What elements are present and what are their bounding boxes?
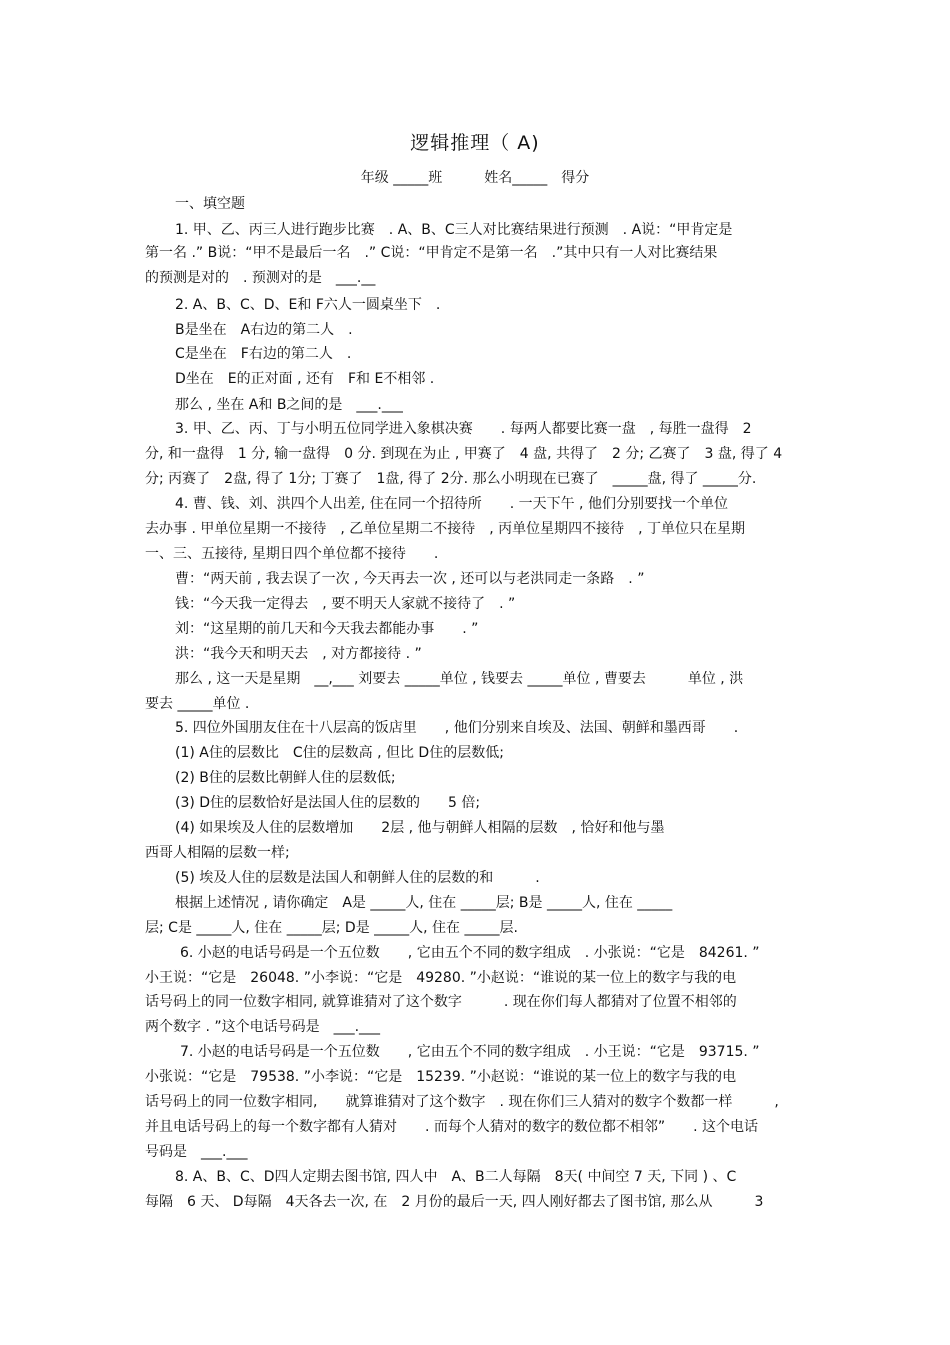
text-line: 西哥人相隔的层数一样;: [145, 845, 290, 861]
header-line: 年级 _____班 姓名_____ 得分: [360, 170, 590, 186]
text-line: 两个数字 . ”这个电话号码是 ___.___: [145, 1019, 381, 1035]
text-line: (3) D住的层数恰好是法国人住的层数的 5 倍;: [175, 795, 481, 811]
text-line: 4. 曹、钱、刘、洪四个人出差, 住在同一个招待所 . 一天下午 , 他们分别要找一个单位: [175, 496, 728, 512]
text-line: (1) A住的层数比 C住的层数高 , 但比 D住的层数低;: [175, 745, 504, 761]
text-line: 的预测是对的 . 预测对的是 ___.__: [145, 270, 376, 286]
text-line: 钱：“今天我一定得去 , 要不明天人家就不接待了 . ”: [175, 596, 516, 612]
text-line: 那么 , 这一天是星期 __,___ 刘要去 _____单位 , 钱要去 _____单位 , 曹要去 单位 , 洪: [175, 671, 744, 687]
text-line: 1. 甲、乙、丙三人进行跑步比赛 . A、B、C三人对比赛结果进行预测 . A说：“甲肯定是: [175, 222, 733, 238]
text-line: 要去 _____单位 .: [145, 696, 250, 712]
text-line: 号码是 ___.___: [145, 1144, 248, 1160]
text-line: 第一名 .” B说：“甲不是最后一名 .” C说：“甲肯定不是第一名 .”其中只有一人对比赛结果: [145, 245, 718, 261]
section-heading: 一、填空题: [175, 196, 245, 212]
text-line: 2. A、B、C、D、E和 F六人一圆桌坐下 .: [175, 297, 441, 313]
text-line: 5. 四位外国朋友住在十八层高的饭店里 , 他们分别来自埃及、法国、朝鲜和墨西哥 .: [175, 720, 739, 736]
text-line: 6. 小赵的电话号码是一个五位数 , 它由五个不同的数字组成 . 小张说：“它是 84261. ”: [180, 945, 760, 961]
text-line: 一、三、五接待, 星期日四个单位都不接待 .: [145, 546, 439, 562]
text-line: C是坐在 F右边的第二人 .: [175, 346, 352, 362]
text-line: 7. 小赵的电话号码是一个五位数 , 它由五个不同的数字组成 . 小王说：“它是 93715. ”: [180, 1044, 760, 1060]
text-line: 3. 甲、乙、丙、丁与小明五位同学进入象棋决赛 . 每两人都要比赛一盘 , 每胜一盘得 2: [175, 421, 752, 437]
text-line: D坐在 E的正对面 , 还有 F和 E不相邻 .: [175, 371, 435, 387]
text-line: 每隔 6 天、 D每隔 4天各去一次, 在 2 月份的最后一天, 四人刚好都去了图书馆, 那么从 3: [145, 1194, 764, 1210]
text-line: (2) B住的层数比朝鲜人住的层数低;: [175, 770, 396, 786]
text-line: 分; 丙赛了 2盘, 得了 1分; 丁赛了 1盘, 得了 2分. 那么小明现在已赛了 _____盘, 得了 _____分.: [145, 471, 757, 487]
text-line: 分, 和一盘得 1 分, 输一盘得 0 分. 到现在为止 , 甲赛了 4 盘, 共得了 2 分; 乙赛了 3 盘, 得了 4: [145, 446, 783, 462]
text-line: 话号码上的同一位数字相同, 就算谁猜对了这个数字 . 现在你们三人猜对的数字个数都一样 ,: [145, 1094, 779, 1110]
page-title: 逻辑推理（ A): [410, 132, 540, 154]
text-line: 那么 , 坐在 A和 B之间的是 ___.___: [175, 397, 403, 413]
text-line: 8. A、B、C、D四人定期去图书馆, 四人中 A、B二人每隔 8天( 中间空 7 天, 下同 ) 、C: [175, 1169, 737, 1185]
text-line: 刘：“这星期的前几天和今天我去都能办事 . ”: [175, 621, 479, 637]
text-line: 曹：“两天前 , 我去误了一次 , 今天再去一次 , 还可以与老洪同走一条路 . ”: [175, 571, 645, 587]
text-line: 洪：“我今天和明天去 , 对方都接待 . ”: [175, 646, 422, 662]
text-line: 小张说：“它是 79538. ”小李说：“它是 15239. ”小赵说：“谁说的某一位上的数字与我的电: [145, 1069, 737, 1085]
text-line: 小王说：“它是 26048. ”小李说：“它是 49280. ”小赵说：“谁说的某一位上的数字与我的电: [145, 970, 737, 986]
text-line: 根据上述情况 , 请你确定 A是 _____人, 住在 _____层; B是 _____人, 住在 _____: [175, 895, 673, 911]
text-line: (5) 埃及人住的层数是法国人和朝鲜人住的层数的和 .: [175, 870, 540, 886]
text-line: B是坐在 A右边的第二人 .: [175, 322, 353, 338]
text-line: (4) 如果埃及人住的层数增加 2层 , 他与朝鲜人相隔的层数 , 恰好和他与墨: [175, 820, 665, 836]
text-line: 并且电话号码上的每一个数字都有人猜对 . 而每个人猜对的数字的数位都不相邻” . 这个电话: [145, 1119, 759, 1135]
text-line: 层; C是 _____人, 住在 _____层; D是 _____人, 住在 _____层.: [145, 920, 518, 936]
text-line: 去办事 . 甲单位星期一不接待 , 乙单位星期二不接待 , 丙单位星期四不接待 , 丁单位只在星期: [145, 521, 746, 537]
text-line: 话号码上的同一位数字相同, 就算谁猜对了这个数字 . 现在你们每人都猜对了位置不相邻的: [145, 994, 737, 1010]
